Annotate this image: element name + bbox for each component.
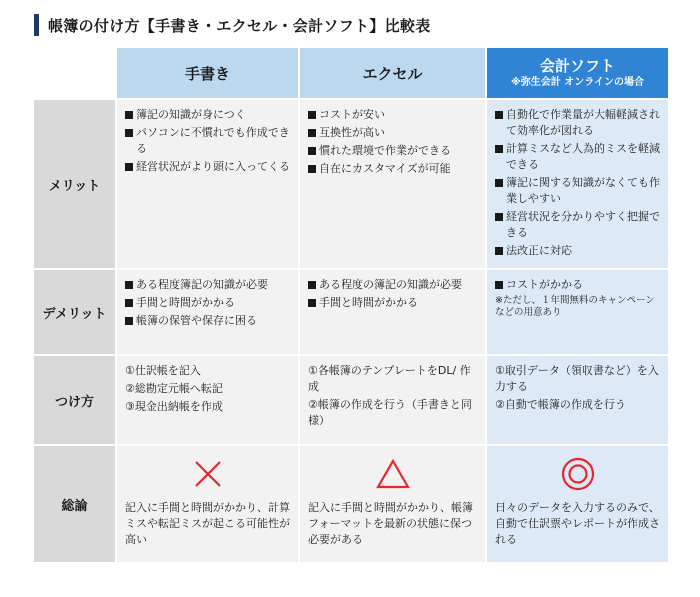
row-how-to: [34, 356, 670, 446]
cross-icon: [117, 446, 298, 496]
double-circle-icon: [487, 446, 668, 496]
cell-demerit-excel: [300, 270, 487, 356]
step-item: [495, 397, 660, 413]
step-item: [125, 399, 290, 415]
square-bullet-icon: [125, 111, 133, 119]
rowhead-merit: メリット: [34, 100, 117, 270]
square-bullet-icon: [495, 145, 503, 153]
list-item-text: ②総勘定元帳へ転記: [125, 382, 223, 395]
list-item: [125, 125, 290, 157]
step-item: [125, 363, 290, 379]
list-item: [125, 313, 290, 329]
triangle-icon: [300, 446, 485, 496]
list-item-text: パソコンに不慣れでも作成できる: [136, 126, 290, 155]
square-bullet-icon: [125, 281, 133, 289]
cell-summary-soft: [487, 446, 670, 564]
header-accounting-software: [487, 48, 670, 100]
list-item-text: 自動化で作業量が大幅軽減されて効率化が図れる: [506, 108, 660, 137]
list-item-text: 慣れた環境で作業ができる: [319, 144, 451, 157]
cell-summary-excel: [300, 446, 487, 564]
list-item: [308, 295, 477, 311]
list-item-text: ②自動で帳簿の作成を行う: [495, 398, 626, 411]
cell-summary-hand: [117, 446, 300, 564]
square-bullet-icon: [125, 129, 133, 137]
comparison-table: [34, 48, 670, 564]
list-item: [495, 277, 660, 293]
list-item-text: 経営状況を分かりやすく把握できる: [506, 210, 660, 239]
step-item: [308, 363, 477, 395]
list-item: [125, 295, 290, 311]
list-item-text: ①各帳簿のテンプレートをDL/ 作成: [308, 364, 471, 393]
list-item-text: ①取引データ（領収書など）を入力する: [495, 364, 659, 393]
square-bullet-icon: [495, 281, 503, 289]
cell-how-excel: [300, 356, 487, 446]
square-bullet-icon: [308, 129, 316, 137]
square-bullet-icon: [125, 317, 133, 325]
square-bullet-icon: [308, 165, 316, 173]
list-item-text: 互換性が高い: [319, 126, 385, 139]
list-item-text: 簿記の知識が身につく: [136, 108, 246, 121]
list-item: [308, 125, 477, 141]
step-item: [308, 397, 477, 429]
list-item: [125, 107, 290, 123]
list-item: [308, 277, 477, 293]
square-bullet-icon: [125, 299, 133, 307]
page-title: 帳簿の付け方【手書き・エクセル・会計ソフト】比較表: [48, 16, 431, 35]
row-merit: [34, 100, 670, 270]
list-item: [125, 159, 290, 175]
rowhead-how-to: つけ方: [34, 356, 117, 446]
list-item-text: ある程度の簿記の知識が必要: [319, 278, 462, 291]
header-software-label: 会計ソフト: [539, 57, 615, 75]
demerit-soft-note: ※ただし、１年間無料のキャンペーンなどの用意あり: [495, 295, 655, 318]
cell-demerit-hand: [117, 270, 300, 356]
list-item-text: 法改正に対応: [506, 244, 572, 257]
list-item: [495, 243, 660, 259]
list-item-text: 帳簿の保管や保存に困る: [136, 314, 257, 327]
list-item-text: 計算ミスなど人為的ミスを軽減できる: [506, 142, 660, 171]
list-item: [495, 175, 660, 207]
list-item-text: 自在にカスタマイズが可能: [319, 162, 451, 175]
step-item: [125, 381, 290, 397]
list-item-text: 手間と時間がかかる: [136, 296, 235, 309]
list-item: [495, 141, 660, 173]
title-accent-bar: [34, 14, 39, 36]
list-item-text: ①仕訳帳を記入: [125, 364, 201, 377]
summary-soft-text: 日々のデータを入力するのみで、自動で仕訳票やレポートが作成される: [495, 501, 660, 546]
step-item: [495, 363, 660, 395]
list-item-text: 簿記に関する知識がなくても作業しやすい: [506, 176, 660, 205]
list-item: [308, 161, 477, 177]
row-demerit: [34, 270, 670, 356]
square-bullet-icon: [308, 111, 316, 119]
summary-excel-text: 記入に手間と時間がかかり、帳簿フォーマットを最新の状態に保つ必要がある: [308, 501, 473, 546]
corner-cell: [34, 48, 117, 100]
list-item-text: 手間と時間がかかる: [319, 296, 418, 309]
header-handwriting: 手書き: [117, 48, 300, 100]
title: [34, 14, 431, 36]
list-item-text: ②帳簿の作成を行う（手書きと同様）: [308, 398, 472, 427]
square-bullet-icon: [495, 213, 503, 221]
cell-merit-hand: [117, 100, 300, 270]
cell-merit-excel: [300, 100, 487, 270]
list-item: [308, 107, 477, 123]
cell-demerit-soft: [487, 270, 670, 356]
list-item-text: コストが安い: [319, 108, 385, 121]
square-bullet-icon: [125, 163, 133, 171]
square-bullet-icon: [308, 281, 316, 289]
list-item: [125, 277, 290, 293]
list-item: [308, 143, 477, 159]
square-bullet-icon: [308, 147, 316, 155]
header-software-note: ※弥生会計 オンラインの場合: [511, 77, 644, 88]
cell-how-soft: [487, 356, 670, 446]
list-item-text: ある程度簿記の知識が必要: [136, 278, 268, 291]
square-bullet-icon: [495, 111, 503, 119]
cell-how-hand: [117, 356, 300, 446]
row-summary: [34, 446, 670, 564]
square-bullet-icon: [495, 247, 503, 255]
rowhead-demerit: デメリット: [34, 270, 117, 356]
header-excel: エクセル: [300, 48, 487, 100]
summary-hand-text: 記入に手間と時間がかかり、計算ミスや転記ミスが起こる可能性が高い: [125, 501, 290, 546]
list-item-text: ③現金出納帳を作成: [125, 400, 223, 413]
list-item: [495, 209, 660, 241]
list-item-text: コストがかかる: [506, 278, 583, 291]
square-bullet-icon: [495, 179, 503, 187]
cell-merit-soft: [487, 100, 670, 270]
rowhead-summary: 総論: [34, 446, 117, 564]
list-item-text: 経営状況がより頭に入ってくる: [136, 160, 290, 173]
list-item: [495, 107, 660, 139]
square-bullet-icon: [308, 299, 316, 307]
